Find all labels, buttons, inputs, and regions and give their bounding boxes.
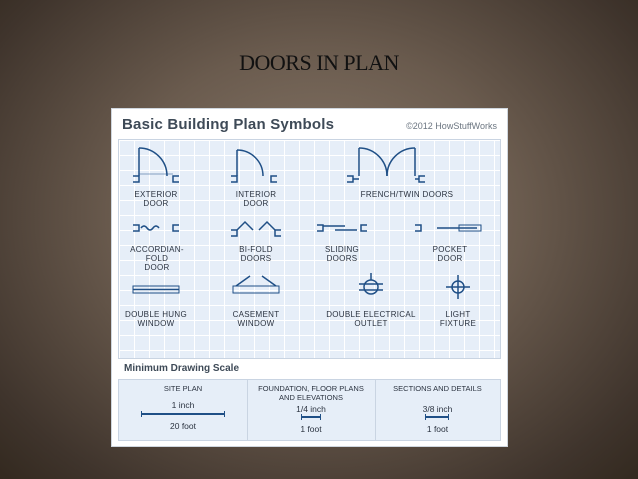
scale-drawing-value: 1 inch — [171, 400, 195, 410]
scale-actual-value: 20 foot — [170, 421, 196, 431]
scale-table — [118, 379, 501, 441]
casement-window-symbol — [233, 276, 279, 293]
french-doors-symbol — [347, 148, 425, 182]
label-casement-window: CASEMENT WINDOW — [232, 310, 280, 328]
scale-head: FOUNDATION, FLOOR PLANS AND ELEVATIONS — [258, 384, 364, 402]
pocket-door-symbol — [415, 225, 481, 231]
scale-drawing-value: 3/8 inch — [422, 404, 453, 414]
label-sliding-doors: SLIDING DOORS — [324, 245, 360, 263]
label-double-outlet: DOUBLE ELECTRICAL OUTLET — [326, 310, 416, 328]
scale-bar — [425, 416, 449, 418]
light-fixture-symbol — [446, 275, 470, 299]
double-hung-window-symbol — [133, 286, 179, 293]
exterior-door-symbol — [133, 148, 179, 182]
scale-actual-value: 1 foot — [300, 424, 322, 434]
scale-col-floor-plans — [247, 380, 376, 440]
label-pocket-door: POCKET DOOR — [432, 245, 468, 263]
scale-head: SECTIONS AND DETAILS — [393, 384, 482, 393]
label-double-hung-window: DOUBLE HUNG WINDOW — [125, 310, 187, 328]
label-bifold-doors: BI-FOLD DOORS — [239, 245, 273, 263]
scale-bar — [301, 416, 321, 418]
label-french-doors: FRENCH/TWIN DOORS — [360, 190, 454, 199]
label-light-fixture: LIGHT FIXTURE — [439, 310, 477, 328]
copyright-text: ©2012 HowStuffWorks — [406, 121, 497, 131]
scale-head: SITE PLAN — [163, 384, 203, 393]
label-accordion-door: ACCORDIAN-FOLD DOOR — [130, 245, 184, 272]
scale-bar — [141, 413, 225, 415]
scale-col-site-plan — [119, 380, 248, 440]
scale-actual-value: 1 foot — [426, 424, 449, 434]
sliding-door-symbol — [317, 225, 367, 231]
symbols-grid — [118, 139, 501, 359]
figure-title: Basic Building Plan Symbols — [122, 116, 335, 133]
scale-title: Minimum Drawing Scale — [124, 363, 240, 374]
label-interior-door: INTERIOR DOOR — [235, 190, 277, 208]
figure-header — [112, 109, 507, 139]
bifold-door-symbol — [231, 222, 281, 236]
slide-title: DOORS IN PLAN — [239, 50, 399, 75]
label-exterior-door: EXTERIOR DOOR — [134, 190, 178, 208]
scale-drawing-value: 1/4 inch — [296, 404, 326, 414]
scale-col-sections — [375, 380, 500, 440]
interior-door-symbol — [231, 150, 277, 182]
accordion-door-symbol — [133, 225, 179, 231]
building-symbols-figure — [111, 108, 508, 447]
outlet-symbol — [359, 273, 383, 294]
